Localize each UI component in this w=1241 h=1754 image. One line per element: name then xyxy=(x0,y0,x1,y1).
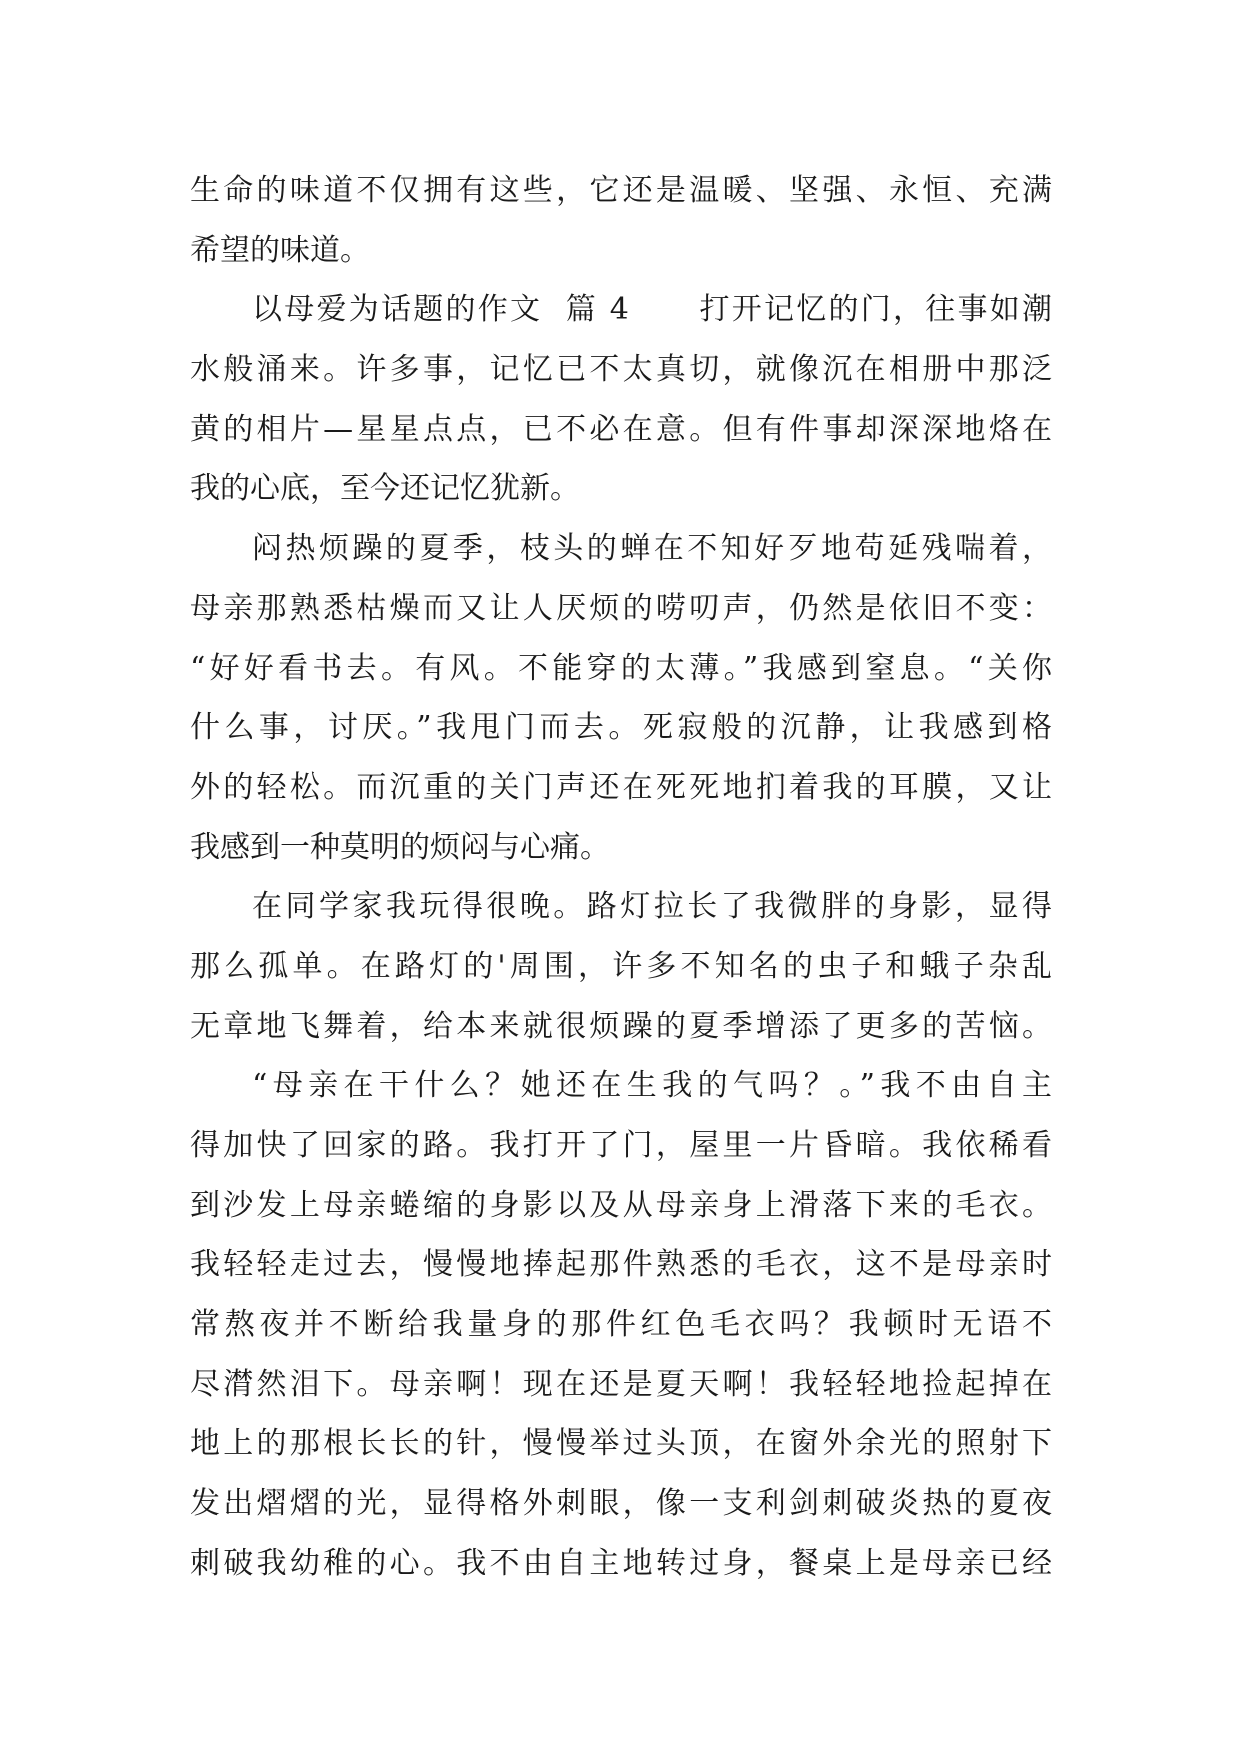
text-line-14: 那么孤单。在路灯的'周围，许多不知名的虫子和蛾子杂乱 xyxy=(190,948,1052,984)
text-line-7: 闷热烦躁的夏季，枝头的蝉在不知好歹地苟延残喘着， xyxy=(252,531,1052,567)
text-line-8: 母亲那熟悉枯燥而又让人厌烦的唠叨声，仍然是依旧不变： xyxy=(190,590,1052,626)
text-line-11: 外的轻松。而沉重的关门声还在死死地扪着我的耳膜，又让 xyxy=(190,769,1052,805)
text-line-9: “好好看书去。有风。不能穿的太薄。”我感到窒息。“关你 xyxy=(190,650,1052,686)
text-line-16: “母亲在干什么？她还在生我的气吗？。”我不由自主 xyxy=(252,1068,1052,1104)
text-line-4: 水般涌来。许多事，记忆已不太真切，就像沉在相册中那泛 xyxy=(190,352,1052,388)
text-line-2: 希望的味道。 xyxy=(190,232,370,268)
text-line-21: 尽潸然泪下。母亲啊！现在还是夏天啊！我轻轻地捡起掉在 xyxy=(190,1366,1052,1402)
text-line-6: 我的心底，至今还记忆犹新。 xyxy=(190,471,580,507)
text-line-12: 我感到一种莫明的烦闷与心痛。 xyxy=(190,829,610,865)
text-line-20: 常熬夜并不断给我量身的那件红色毛衣吗？我顿时无语不 xyxy=(190,1307,1052,1343)
essay-text xyxy=(190,161,1052,1594)
text-line-18: 到沙发上母亲蜷缩的身影以及从母亲身上滑落下来的毛衣。 xyxy=(190,1187,1052,1223)
text-line-13: 在同学家我玩得很晚。路灯拉长了我微胖的身影，显得 xyxy=(252,889,1052,925)
text-line-19: 我轻轻走过去，慢慢地捧起那件熟悉的毛衣，这不是母亲时 xyxy=(190,1247,1052,1283)
text-line-22: 地上的那根长长的针，慢慢举过头顶，在窗外余光的照射下 xyxy=(190,1426,1052,1462)
text-line-15: 无章地飞舞着，给本来就很烦躁的夏季增添了更多的苦恼。 xyxy=(190,1008,1052,1044)
text-line-24: 刺破我幼稚的心。我不由自主地转过身，餐桌上是母亲已经 xyxy=(190,1545,1052,1581)
text-line-23: 发出熠熠的光，显得格外刺眼，像一支利剑刺破炎热的夏夜 xyxy=(190,1486,1052,1522)
text-line-1: 生命的味道不仅拥有这些，它还是温暖、坚强、永恒、充满 xyxy=(190,173,1052,208)
section-heading-line: 以母爱为话题的作文 篇 4 打开记忆的门，往事如潮 xyxy=(252,292,1052,328)
text-line-17: 得加快了回家的路。我打开了门，屋里一片昏暗。我依稀看 xyxy=(190,1128,1052,1163)
text-line-10: 什么事，讨厌。”我甩门而去。死寂般的沉静，让我感到格 xyxy=(190,710,1052,746)
text-line-5: 黄的相片—星星点点，已不必在意。但有件事却深深地烙在 xyxy=(190,411,1052,447)
